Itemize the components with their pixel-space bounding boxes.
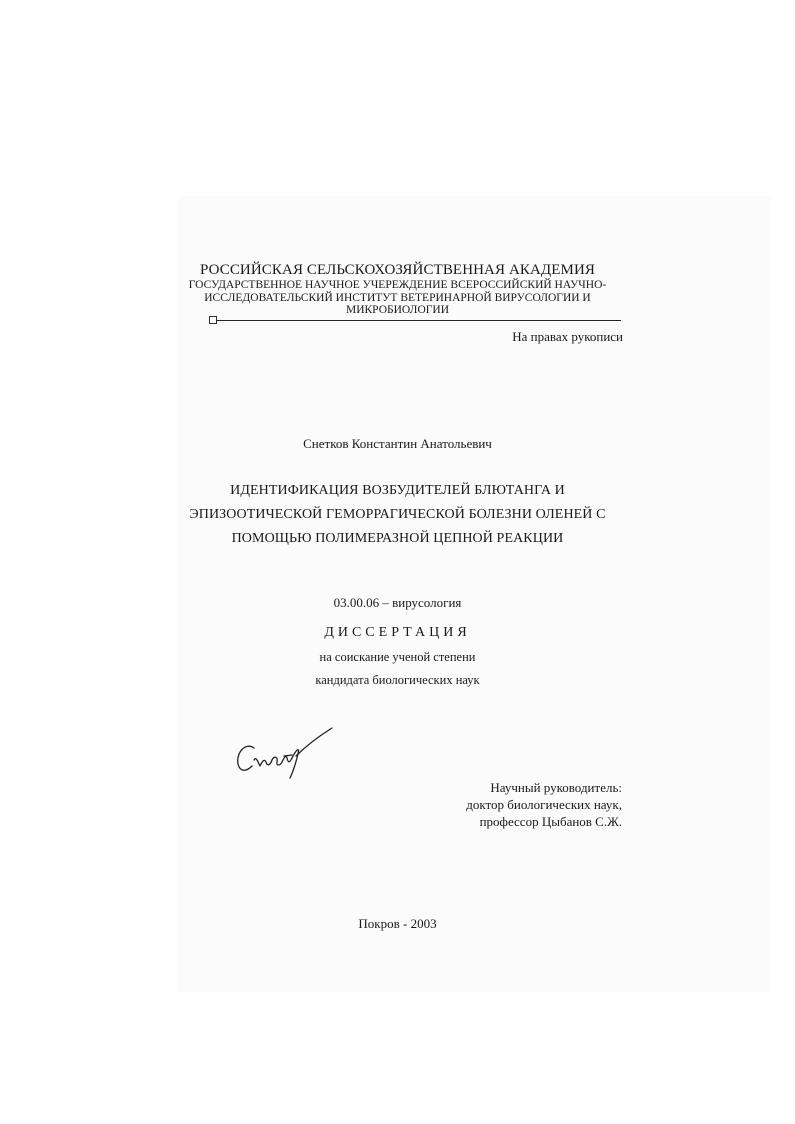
signature-icon bbox=[232, 722, 342, 784]
institute-line: МИКРОБИОЛОГИИ bbox=[345, 304, 450, 316]
degree-line: на соискание ученой степени bbox=[319, 650, 476, 664]
dissertation-title bbox=[0, 479, 795, 551]
institute-line: ГОСУДАРСТВЕННОЕ НАУЧНОЕ УЧЕРЕЖДЕНИЕ ВСЕРОССИЙСКИЙ НАУЧНО- bbox=[188, 279, 607, 291]
title-line: ЭПИЗООТИЧЕСКОЙ ГЕМОРРАГИЧЕСКОЙ БОЛЕЗНИ ОЛЕНЕЙ С bbox=[189, 507, 606, 522]
title-line: ИДЕНТИФИКАЦИЯ ВОЗБУДИТЕЛЕЙ БЛЮТАНГА И bbox=[230, 483, 565, 498]
degree-line: кандидата биологических наук bbox=[315, 673, 480, 687]
institute-name bbox=[0, 279, 795, 317]
supervisor-line: Научный руководитель: bbox=[490, 780, 622, 795]
manuscript-note: На правах рукописи bbox=[512, 329, 623, 344]
dissertation-label: ДИССЕРТАЦИЯ bbox=[324, 625, 471, 640]
institute-line: ИССЛЕДОВАТЕЛЬСКИЙ ИНСТИТУТ ВЕТЕРИНАРНОЙ ВИРУСОЛОГИИ И bbox=[204, 291, 591, 304]
title-line: ПОМОЩЬЮ ПОЛИМЕРАЗНОЙ ЦЕПНОЙ РЕАКЦИИ bbox=[231, 531, 564, 546]
author-name: Снетков Константин Анатольевич bbox=[303, 436, 492, 451]
supervisor-line: доктор биологических наук, bbox=[466, 797, 622, 812]
header-divider bbox=[216, 320, 621, 321]
city-year: Покров - 2003 bbox=[358, 916, 437, 931]
supervisor-block bbox=[466, 779, 622, 830]
specialty-code: 03.00.06 – вирусология bbox=[333, 595, 462, 610]
supervisor-line: профессор Цыбанов С.Ж. bbox=[479, 814, 622, 829]
academy-name: РОССИЙСКАЯ СЕЛЬСКОХОЗЯЙСТВЕННАЯ АКАДЕМИЯ bbox=[199, 262, 595, 278]
